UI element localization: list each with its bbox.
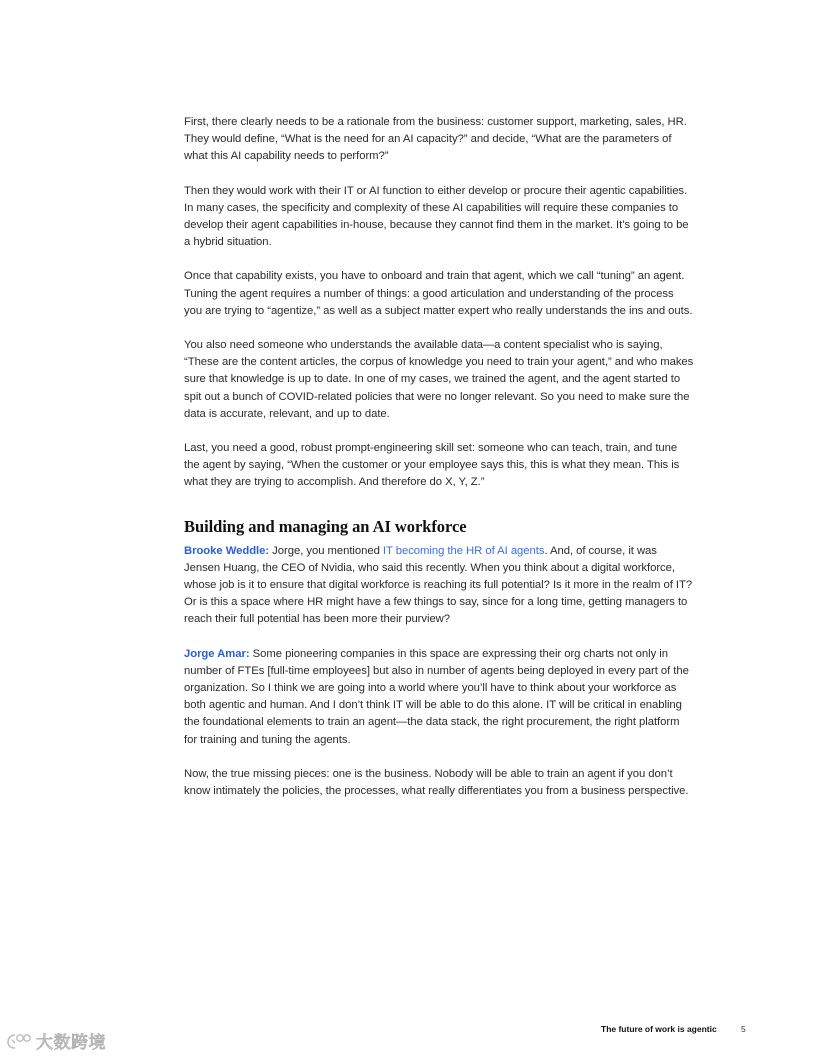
paragraph-missing-pieces: Now, the true missing pieces: one is the business. Nobody will be able to train an agent if you don’t know intimately the policies, the processes, what really differentiates you from a business perspective.: [184, 767, 689, 798]
paragraph-data-specialist: You also need someone who understands the available data—a content specialist who is saying, “These are the content articles, the corpus of knowledge you need to train your agent,” and who makes sure that knowledge is up to date. In one of my cases, we trained the agent, and the agent started to spit out a bunch of COVID-related policies that were no longer relevant. So you need to make sure the data is accurate, relevant, and up to date.: [184, 339, 694, 420]
page-number: 5: [741, 1024, 746, 1034]
watermark-logo-icon: [6, 1032, 32, 1050]
watermark-text: 大数跨境: [36, 1033, 106, 1053]
paragraph-tuning: Once that capability exists, you have to onboard and train that agent, which we call “tuning” an agent. Tuning the agent requires a number of things: a good articulation and understanding of the process you are trying to “agentize,” as well as a subject matter expert who really understands the ins and outs.: [184, 270, 693, 317]
question-text-start: Jorge, you mentioned: [269, 544, 383, 557]
hr-of-ai-agents-link[interactable]: IT becoming the HR of AI agents: [382, 544, 545, 557]
watermark: [6, 1028, 106, 1053]
article-body: [184, 114, 694, 817]
paragraph-answer-jorge: [184, 646, 694, 749]
speaker-brooke-weddle: Brooke Weddle:: [184, 544, 270, 557]
footer-title: The future of work is agentic: [601, 1024, 717, 1034]
paragraph-prompt-engineering: Last, you need a good, robust prompt-engineering skill set: someone who can teach, train, and tune the agent by saying, “When the customer or your employee says this, this is what they mean. This is what they are trying to accomplish. And therefore do X, Y, Z.”: [184, 442, 680, 489]
speaker-jorge-amar: Jorge Amar:: [184, 647, 250, 660]
answer-text: Some pioneering companies in this space are expressing their org charts not only in number of FTEs [full-time employees] but also in number of agents being deployed in every part of the organization. So I think we are going into a world where you’ll have to think about your workforce as both agentic and human. And I don’t think IT will be able to do this alone. IT will be critical in enabling the foundational elements to train an agent—the data stack, the right procurement, the right platform for training and tuning the agents.: [184, 647, 689, 746]
paragraph-procure: Then they would work with their IT or AI function to either develop or procure their agentic capabilities. In many cases, the specificity and complexity of these AI capabilities will require these companies to develop their agent capabilities in-house, because they cannot find them in the market. It’s going to be a hybrid situation.: [184, 184, 689, 249]
paragraph-rationale: First, there clearly needs to be a rationale from the business: customer support, marketing, sales, HR. They would define, “What is the need for an AI capacity?” and decide, “What are the parameters of what this AI capability needs to perform?”: [184, 116, 687, 163]
paragraph-question-brooke: [184, 543, 694, 629]
section-heading: Building and managing an AI workforce: [184, 516, 467, 536]
question-text-end: . And, of course, it was Jensen Huang, the CEO of Nvidia, who said this recently. When you think about a digital workforce, whose job is it to ensure that digital workforce is reaching its full potential? Is it more in the realm of IT? Or is this a space where HR might have a few things to say, since for a long time, getting managers to reach their full potential has been more their purview?: [184, 544, 693, 626]
